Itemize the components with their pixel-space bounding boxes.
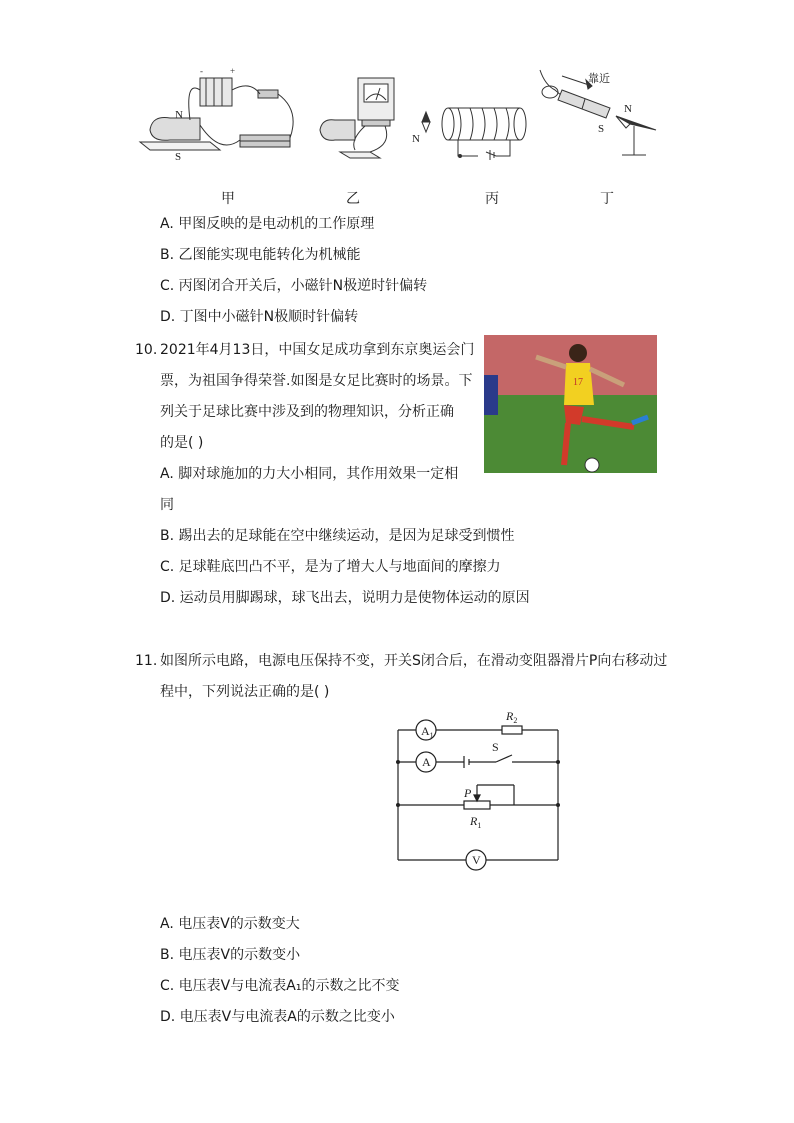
caption-yi: 乙 bbox=[346, 191, 360, 207]
jersey-number: 17 bbox=[573, 377, 583, 388]
figure-jia bbox=[140, 66, 293, 150]
q11-option-b[interactable]: B. 电压表V的示数变小 bbox=[160, 947, 301, 963]
q10-stem-line-2: 票，为祖国争得荣誉.如图是女足比赛时的场景。下 bbox=[160, 373, 473, 389]
figure-yi bbox=[320, 78, 394, 158]
resistor-r2-label: $R_2$ bbox=[506, 709, 518, 725]
caption-ding: 丁 bbox=[600, 191, 614, 207]
circuit-diagram bbox=[390, 705, 570, 875]
q10-option-a[interactable]: A. 脚对球施加的力大小相同，其作用效果一定相 bbox=[160, 466, 459, 482]
junction-dot bbox=[396, 760, 400, 764]
caption-jia: 甲 bbox=[221, 191, 235, 207]
q10-stem-line-3: 列关于足球比赛中涉及到的物理知识，分析正确 bbox=[160, 404, 454, 420]
experiment-figures bbox=[130, 60, 670, 170]
voltmeter-v-label: V bbox=[472, 853, 481, 867]
bing-n-label: N bbox=[412, 133, 420, 145]
q11-stem-line-1: 如图所示电路，电源电压保持不变，开关S闭合后，在滑动变阻器滑片P向右移动过 bbox=[160, 653, 668, 669]
switch-s-label: S bbox=[492, 740, 499, 754]
q10-option-b[interactable]: B. 踢出去的足球能在空中继续运动，是因为足球受到惯性 bbox=[160, 528, 515, 544]
q11-option-c[interactable]: C. 电压表V与电流表A₁的示数之比不变 bbox=[160, 978, 400, 994]
junction-dot bbox=[396, 803, 400, 807]
jia-s-label: S bbox=[175, 151, 182, 163]
q10-stem-line-4: 的是( ) bbox=[160, 435, 204, 451]
q9-option-b[interactable]: B. 乙图能实现电能转化为机械能 bbox=[160, 247, 361, 263]
q10-option-a-cont: 同 bbox=[160, 497, 174, 513]
q11-stem-line-2: 程中，下列说法正确的是( ) bbox=[160, 684, 330, 700]
ammeter-a-label: A bbox=[422, 755, 431, 769]
q10-stem-line-1: 2021年4月13日，中国女足成功拿到东京奥运会门 bbox=[160, 342, 475, 358]
soccer-player-illustration bbox=[484, 335, 657, 473]
q10-option-d[interactable]: D. 运动员用脚踢球，球飞出去，说明力是使物体运动的原因 bbox=[160, 590, 530, 606]
slider-p-label: P bbox=[464, 786, 472, 800]
q9-option-a[interactable]: A. 甲图反映的是电动机的工作原理 bbox=[160, 216, 375, 232]
q11-number: 11. bbox=[135, 653, 158, 669]
figure-bing bbox=[422, 108, 526, 160]
ding-approach-label: 靠近 bbox=[588, 73, 610, 85]
svg-text:+: + bbox=[230, 66, 236, 76]
q11-option-a[interactable]: A. 电压表V的示数变大 bbox=[160, 916, 300, 932]
svg-text:-: - bbox=[200, 66, 203, 76]
soccer-match-photo bbox=[484, 335, 657, 473]
junction-dot bbox=[556, 760, 560, 764]
ammeter-a1-label: $A_1$ bbox=[421, 724, 434, 740]
q10-option-c[interactable]: C. 足球鞋底凹凸不平，是为了增大人与地面间的摩擦力 bbox=[160, 559, 501, 575]
jia-n-label: N bbox=[175, 109, 183, 121]
caption-bing: 丙 bbox=[485, 191, 499, 207]
ding-s-label: S bbox=[598, 123, 605, 135]
resistor-r1-label: $R_1$ bbox=[470, 814, 482, 830]
junction-dot bbox=[556, 803, 560, 807]
q9-option-c[interactable]: C. 丙图闭合开关后，小磁针N极逆时针偏转 bbox=[160, 278, 428, 294]
q9-option-d[interactable]: D. 丁图中小磁针N极顺时针偏转 bbox=[160, 309, 359, 325]
q10-number: 10. bbox=[135, 342, 158, 358]
q11-option-d[interactable]: D. 电压表V与电流表A的示数之比变小 bbox=[160, 1009, 395, 1025]
ding-n-label: N bbox=[624, 103, 632, 115]
